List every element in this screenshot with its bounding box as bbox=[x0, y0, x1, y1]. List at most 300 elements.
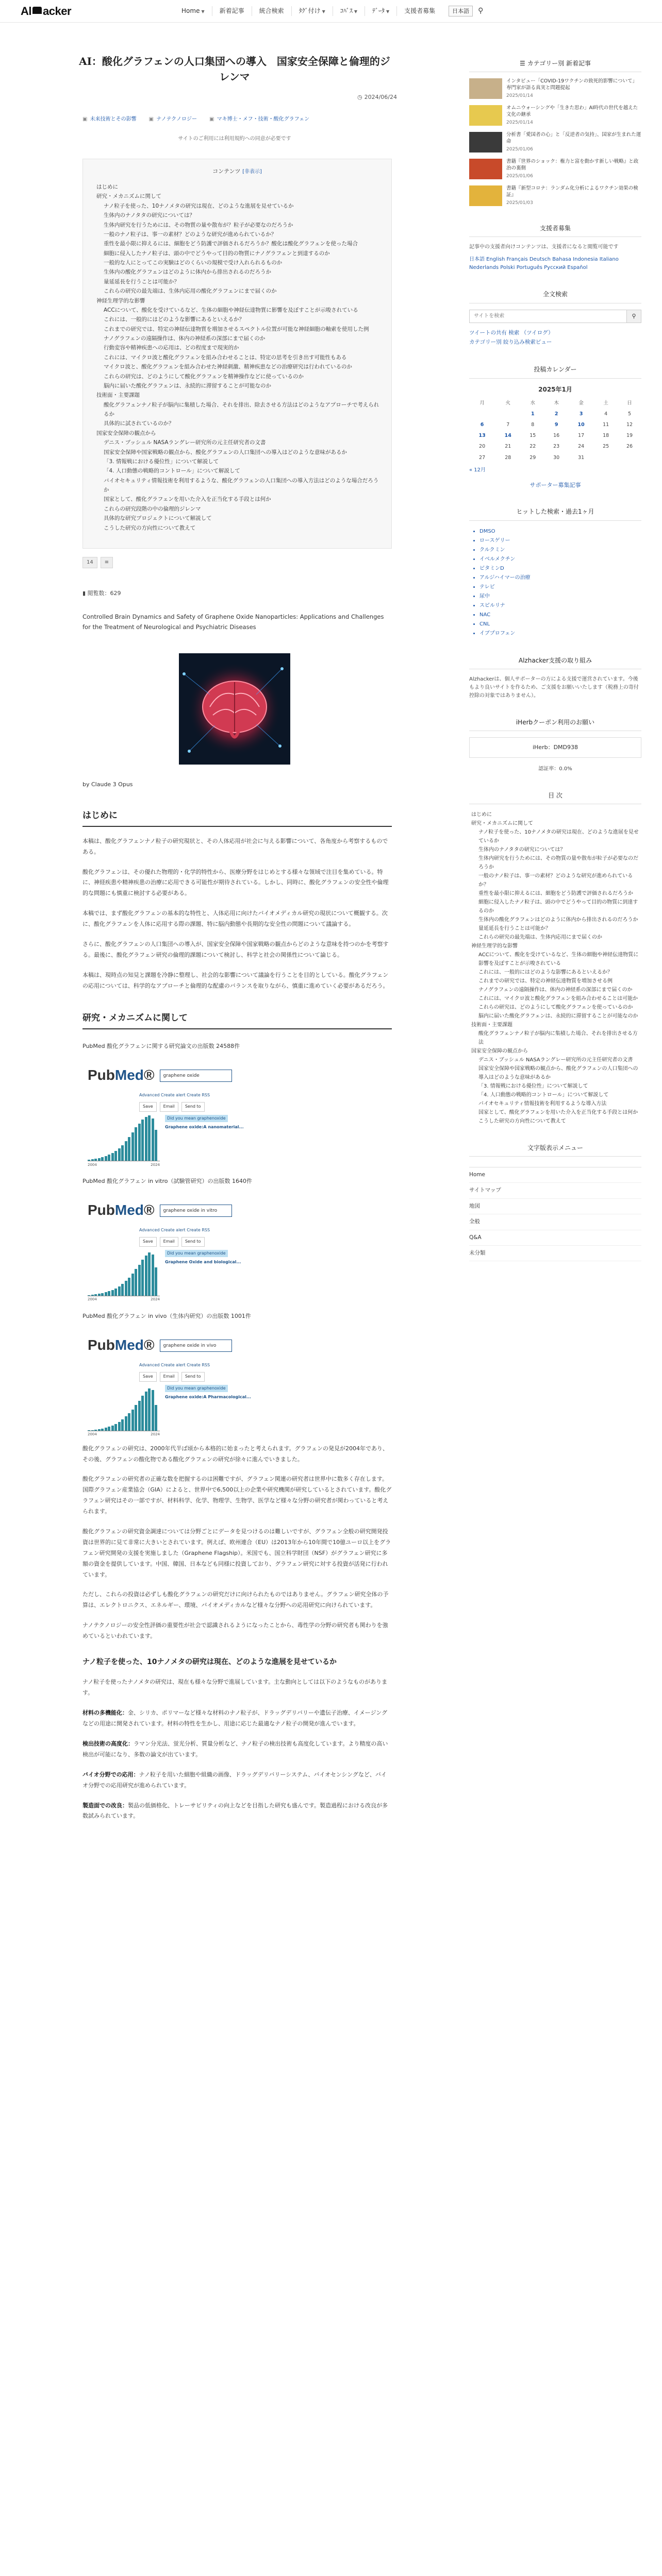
calendar-day[interactable]: 26 bbox=[626, 444, 633, 450]
timeline-year-end: 2024 bbox=[151, 1162, 160, 1167]
timeline-bar bbox=[105, 1156, 107, 1161]
post-date: 2025/01/06 bbox=[506, 146, 533, 152]
pubmed-links[interactable]: Advanced Create alert Create RSS bbox=[139, 1228, 210, 1233]
toc-item[interactable]: これらの研究の最先端は、生体内応用の酸化グラフェンにまで届くのか bbox=[104, 288, 277, 295]
sidebar-toc-item[interactable]: 生体内研究を行うためには、その物質の量や散布が粒子が必要なのだろうか bbox=[478, 855, 638, 870]
calendar-day[interactable]: 2 bbox=[554, 411, 558, 417]
pubmed-logo bbox=[88, 1199, 155, 1222]
timeline-bar bbox=[148, 1388, 151, 1431]
sidebar-toc-item[interactable]: はじめに bbox=[471, 811, 492, 818]
nav-item[interactable] bbox=[252, 6, 292, 16]
toc-item[interactable]: これには、一般的にはどのような影響にあるといえるか？ bbox=[104, 316, 244, 323]
calendar-weekday: 火 bbox=[505, 400, 511, 406]
article-tag-label: マキ博士・メフ・技術・酸化グラフェン bbox=[217, 116, 310, 122]
timeline-bar bbox=[141, 1120, 144, 1161]
folder-icon: ▣ bbox=[148, 116, 156, 122]
nav-item[interactable] bbox=[292, 6, 333, 16]
sidebar-toc bbox=[469, 810, 641, 1126]
pubmed-suggestion[interactable]: Did you mean graphenoxide bbox=[165, 1385, 228, 1393]
pubmed-logo bbox=[88, 1064, 155, 1087]
toc-item[interactable]: バイオセキュリティ情報技術を利用するような、酸化グラフェンの人口集団への導入方法はどのような場合だろうか bbox=[104, 477, 379, 494]
timeline-bar bbox=[91, 1430, 94, 1431]
post-title[interactable]: オムニウォーシングや「生きた思わ」AI時代の世代を越えた文化の継承 bbox=[506, 105, 638, 117]
category-search-link[interactable]: カテゴリー別 絞り込み検索ビュー bbox=[469, 339, 552, 346]
pubmed-header bbox=[82, 1194, 268, 1227]
support-link[interactable] bbox=[469, 481, 641, 490]
calendar-weekday: 水 bbox=[530, 400, 536, 406]
calendar-day[interactable]: 4 bbox=[604, 411, 608, 417]
calendar-day bbox=[469, 409, 495, 419]
footer-nav-link[interactable]: 全般 bbox=[469, 1214, 641, 1230]
sidebar-search-input[interactable] bbox=[470, 310, 626, 323]
new-post-item[interactable] bbox=[469, 159, 641, 179]
pubmed-suggestion[interactable]: Did you mean graphenoxide bbox=[165, 1250, 228, 1258]
toc-title-text: コンテンツ bbox=[212, 167, 241, 175]
search-tag-link[interactable]: • 尿中 bbox=[479, 592, 641, 601]
article-tags bbox=[82, 115, 449, 124]
toc-item[interactable]: 重性を最小限に抑えるには、細胞をどう防護で評価されるだろうか？酸化は酸化グラフェンを使った場合 bbox=[104, 241, 358, 247]
sidebar-toc-item[interactable]: 重性を最小限に抑えるには、細胞をどう防護で評価されるだろうか bbox=[478, 890, 633, 896]
calendar-day[interactable]: 14 bbox=[504, 433, 511, 439]
view-count bbox=[82, 589, 449, 598]
timeline-bar bbox=[105, 1428, 107, 1431]
calendar-day[interactable]: 11 bbox=[603, 422, 609, 428]
toc-toggle[interactable]: [非表示] bbox=[242, 168, 262, 175]
pubmed-timeline-chart bbox=[88, 1115, 160, 1167]
calendar-day[interactable]: 23 bbox=[553, 444, 560, 450]
toc-item[interactable]: デニス・ブッシュル NASAラングレー研究所の元主任研究者の文書 bbox=[104, 439, 266, 446]
pubmed-logo-med: Med bbox=[114, 1067, 144, 1083]
new-posts-heading-text: カテゴリー別 新着記事 bbox=[527, 60, 591, 67]
pubmed-button[interactable]: Email bbox=[160, 1237, 178, 1247]
timeline-bar bbox=[94, 1430, 97, 1431]
search-tag-link[interactable]: • クルクミン bbox=[479, 546, 641, 555]
pubmed-result-item[interactable]: Graphene Oxide and biological... bbox=[165, 1260, 241, 1265]
pubmed-timeline-chart bbox=[88, 1385, 160, 1437]
body-paragraph: ナノテクノロジーの安全性評価の重要性が社会で認識されるようになったことから、毒性学の分野の研究者も関わりを強めているといわれています。 bbox=[82, 1622, 388, 1640]
sidebar-toc-item[interactable]: これまでの研究では、特定の神経伝達物質を増加させる例 bbox=[478, 978, 613, 984]
nav-item[interactable] bbox=[174, 6, 212, 16]
sidebar-toc-item[interactable]: これらの研究は、どのようにして酸化グラフェンを使っているのか bbox=[478, 1004, 633, 1010]
share-row bbox=[82, 557, 449, 568]
timeline-bar bbox=[138, 1401, 141, 1431]
nav-item-label: 統合検索 bbox=[259, 7, 284, 14]
calendar-day bbox=[618, 452, 641, 463]
timeline-bar bbox=[121, 1284, 124, 1296]
calendar-day[interactable]: 24 bbox=[578, 444, 585, 450]
pubmed-search-input[interactable]: graphene oxide in vivo bbox=[160, 1340, 232, 1352]
pubmed-results bbox=[82, 1247, 268, 1302]
toc-item[interactable]: 具体的な研究プロジェクトについて解説して bbox=[104, 515, 212, 522]
translate-languages[interactable]: 日本語 English Français Deutsch Bahasa Indonesia Italiano Nederlands Polski Português Русский Español bbox=[469, 257, 619, 271]
calendar-day[interactable]: 9 bbox=[554, 422, 558, 428]
about-heading: Alzhacker支援の取り組み bbox=[469, 656, 641, 669]
body-paragraph: 酸化グラフェンの研究資金調達については分野ごとにデータを見つけるのは難しいですが、グラフェン全般の研究開発投資は世界的に見て非常に大きいとされています。例えば、欧州連合（EU）は2013年から10年間で10億ユーロ以上をグラフェン研究開発の支援を実施しました（Graphene Flagship）。米国でも、国立科学財団（NSF）がグラフェン研究に多額の資金を提供しています。中国、韓国、日本なども同様に投資しており、グラフェン研究に対する投資が活発に行われています。 bbox=[82, 1528, 391, 1578]
toc-item[interactable]: 生体内研究を行うためには、その物質の量や散布が？粒子が必要なのだろうか bbox=[104, 222, 293, 228]
sidebar-toc-item[interactable]: 神経生理学的な影響 bbox=[471, 943, 518, 949]
timeline-bar bbox=[108, 1155, 110, 1161]
calendar-day[interactable]: 19 bbox=[626, 433, 633, 439]
pubmed-search-input[interactable]: graphene oxide in vitro bbox=[160, 1205, 232, 1217]
toc-item[interactable]: ナノ粒子を使った、10ナノメタの研究は現在、どのような進展を見せているか bbox=[104, 202, 294, 209]
calendar-day[interactable]: 10 bbox=[577, 422, 585, 428]
toc-item[interactable]: 一般のナノ粒子は、事一の素材？どのような研究が進められているか？ bbox=[104, 231, 277, 238]
pubmed-button[interactable]: Send to bbox=[181, 1237, 205, 1247]
pubmed-result-item[interactable]: Graphene oxide:A Pharmacological... bbox=[165, 1395, 251, 1400]
timeline-bar bbox=[155, 1267, 157, 1296]
timeline-bar bbox=[131, 1274, 134, 1296]
sidebar-toc-item[interactable]: 研究・メカニズムに関して bbox=[471, 820, 533, 826]
post-thumbnail[interactable] bbox=[469, 185, 502, 206]
toc-item[interactable]: ACCについて、酸化を受けているなど、生体の細胞や神経伝達物質に影響を及ぼすことが示唆されている bbox=[104, 307, 358, 313]
calendar-weekday: 日 bbox=[627, 400, 632, 406]
tags-section bbox=[469, 507, 641, 638]
like-button[interactable]: 14 bbox=[82, 557, 97, 568]
toc-item[interactable]: 酸化グラフェンナノ粒子が脳内に集積した場合、それを排出、除去させる方法はどのようなアプローチで考えられるか bbox=[104, 401, 379, 418]
calendar-day[interactable]: 5 bbox=[628, 411, 632, 417]
pubmed-button[interactable]: Send to bbox=[181, 1102, 205, 1112]
toc-item[interactable]: はじめに bbox=[96, 184, 118, 191]
sidebar-toc-item[interactable]: バイオセキュリティ情報技術を利用するような導入方法 bbox=[478, 1100, 607, 1107]
timeline-bar bbox=[152, 1390, 154, 1431]
pubmed-button[interactable]: Send to bbox=[181, 1372, 205, 1382]
nav-item-label: ｺﾊﾞｽ bbox=[340, 7, 353, 14]
timeline-bar bbox=[88, 1295, 90, 1296]
toc-item[interactable]: 「4. 人口動態の戦略的コントロール」について解説して bbox=[104, 468, 240, 474]
sub-notice[interactable]: サイトのご利用には利用規約への同意が必要です bbox=[178, 135, 291, 142]
language-select[interactable]: 日本語 bbox=[449, 6, 473, 17]
promo-section bbox=[469, 224, 641, 272]
sidebar-toc-item[interactable]: これには、マイクロ波と酸化グラフェンを組み合わせることは可能か bbox=[478, 995, 638, 1002]
calendar-day[interactable]: 1 bbox=[531, 411, 535, 417]
post-text bbox=[506, 132, 641, 152]
tweet-search-link[interactable]: ツイートの共有 検索 （ツイログ） bbox=[469, 329, 554, 336]
brain-illustration bbox=[179, 653, 290, 765]
toc-item[interactable]: マイクロ波と、酸化グラフェンを組み合わせた神経刺激、精神疾患などの治療研究は行われているのか bbox=[104, 364, 353, 370]
toc-item[interactable]: 「3. 情報戦における優位性」について解説して bbox=[104, 458, 219, 465]
pubmed-search-input[interactable]: graphene oxide bbox=[160, 1070, 232, 1082]
calendar-day[interactable]: 30 bbox=[553, 454, 560, 461]
view-count-text: 閲覧数：629 bbox=[87, 589, 121, 597]
new-post-item[interactable] bbox=[469, 105, 641, 126]
timeline-bar bbox=[114, 1289, 117, 1296]
post-text bbox=[506, 105, 641, 126]
pubmed-button[interactable]: Save bbox=[139, 1237, 157, 1247]
chevron-down-icon: ▼ bbox=[354, 9, 357, 14]
post-title[interactable]: 書籍『世界のショック：権力と富を動かす新しい戦略』と政治の裏側 bbox=[506, 159, 639, 171]
calendar-week bbox=[469, 419, 641, 430]
calendar-week bbox=[469, 452, 641, 463]
post-date-text: 2024/06/24 bbox=[364, 94, 397, 100]
calendar bbox=[469, 385, 641, 463]
article-tag[interactable] bbox=[209, 115, 309, 124]
toc-item[interactable]: これらの研究段階の中の倫理的ジレンマ bbox=[104, 505, 201, 512]
calendar-weekday: 土 bbox=[603, 400, 608, 406]
toc-item[interactable]: 国家安全保障や国家戦略の観点から、酸化グラフェンの人口集団への導入はどのような意味があるか bbox=[104, 449, 347, 455]
toc-item[interactable]: これらの研究は、どのようにして酸化グラフェンを精神操作などに使っているのか bbox=[104, 373, 304, 380]
pubmed-logo-reg: ® bbox=[143, 1202, 155, 1218]
toc-item[interactable]: 国家として、酸化グラフェンを用いた介入を正当化する手段とは何か bbox=[104, 496, 271, 503]
calendar-day[interactable]: 13 bbox=[478, 433, 486, 439]
toc-item[interactable]: 生体内のナノタタの研究については？ bbox=[104, 212, 195, 219]
footer-nav-link[interactable]: Home bbox=[469, 1167, 641, 1183]
timeline-bar bbox=[118, 1148, 121, 1161]
sidebar-toc-item[interactable]: これらの研究の最先端は、生体内応用にまで届くのか bbox=[478, 934, 602, 940]
sidebar-toc-heading: 目 次 bbox=[469, 791, 641, 804]
toc-item[interactable]: 行動変容や精神疾患への応用は、どの程度まで現実的か bbox=[104, 345, 239, 351]
tag-list bbox=[469, 527, 641, 638]
timeline-bar bbox=[125, 1416, 127, 1431]
pubmed-logo-pub: Pub bbox=[88, 1202, 115, 1218]
article-tag[interactable] bbox=[82, 115, 137, 124]
new-posts-list bbox=[469, 78, 641, 206]
post-thumbnail[interactable] bbox=[469, 78, 502, 99]
timeline-bar bbox=[108, 1427, 110, 1431]
timeline-bar bbox=[111, 1290, 114, 1296]
calendar-day[interactable]: 20 bbox=[479, 444, 486, 450]
body-paragraph: 酸化グラフェンの研究は、2000年代半ば頃から本格的に始まったと考えられます。グラフェンの発見が2004年であり、その後、グラフェンの酸化物である酸化グラフェンの研究が徐々に進んでいきました。 bbox=[82, 1445, 389, 1463]
about-text: Alzhackerは、個人サポーターの方による支援で運営されています。今後もより良いサイトを作るため、ご支援をお願いいたします（税務上の寄付控除の対象ではありません）。 bbox=[469, 676, 639, 699]
pubmed-links[interactable]: Advanced Create alert Create RSS bbox=[139, 1093, 210, 1098]
footer-nav-link[interactable]: 地図 bbox=[469, 1199, 641, 1214]
stock-label: 認証率：0.0% bbox=[538, 766, 572, 772]
pubmed-suggestion[interactable]: Did you mean graphenoxide bbox=[165, 1115, 228, 1123]
toc-item[interactable]: 研究・メカニズムに関して bbox=[96, 193, 161, 200]
search-tag-link[interactable]: • DMSO bbox=[479, 527, 641, 536]
calendar-weekday: 金 bbox=[578, 400, 584, 406]
toc-item[interactable]: こうした研究の方向性について教えて bbox=[104, 524, 196, 531]
sidebar-toc-item[interactable]: 生体内のナノタタの研究については？ bbox=[478, 846, 566, 853]
post-text bbox=[506, 159, 641, 179]
timeline-bar bbox=[111, 1426, 114, 1431]
footer-nav bbox=[469, 1167, 641, 1261]
post-thumbnail[interactable] bbox=[469, 159, 502, 179]
search-tag-link[interactable]: • イブプロフェン bbox=[479, 629, 641, 638]
sidebar-toc-item[interactable]: 酸化グラフェンナノ粒子が脳内に集積した場合、それを排出させる方法 bbox=[478, 1030, 638, 1045]
calendar-week bbox=[469, 441, 641, 452]
toc-item[interactable]: 具体的に試されているのか？ bbox=[104, 420, 174, 427]
toc-item[interactable]: 生体内の酸化グラフェンはどのように体内から排出されるのだろうか bbox=[104, 269, 271, 276]
calendar-day[interactable]: 17 bbox=[578, 433, 585, 439]
sidebar-toc-item[interactable]: これには、一般的にはどのような影響にあるといえるか？ bbox=[478, 969, 613, 975]
sidebar-toc-item[interactable]: デニス・ブッシュル NASAラングレー研究所の元主任研究者の文書 bbox=[478, 1057, 633, 1063]
search-tag-link[interactable]: • ビタミンD bbox=[479, 564, 641, 573]
timeline-bar bbox=[125, 1141, 127, 1161]
sidebar-toc-item[interactable]: 量延延長を行うことは可能か？ bbox=[478, 925, 551, 931]
search-tag-link[interactable]: • テレビ bbox=[479, 583, 641, 592]
pubmed-buttons bbox=[82, 1369, 268, 1382]
toc-item[interactable]: これまでの研究では、特定の神経伝達物質を増加させるスペクトル位置が可能な神経細胞の軸索を使用した例 bbox=[104, 326, 369, 332]
footer-nav-link[interactable]: 未分類 bbox=[469, 1246, 641, 1261]
clock-icon: ◷ bbox=[357, 94, 362, 100]
sidebar-toc-item[interactable]: 一般のナノ粒子は、事一の素材？どのような研究が進められているか？ bbox=[478, 873, 633, 888]
nano-items bbox=[21, 1708, 449, 1822]
post-thumbnail[interactable] bbox=[469, 132, 502, 152]
timeline-bar bbox=[105, 1292, 107, 1296]
post-date bbox=[21, 93, 397, 102]
nano-item-text: 金、シリカ、ポリマーなど様々な材料のナノ粒子が、ドラッグデリバリーや遺伝子治療、イメージングなどの用途に開発されています。材料の特性を生かし、用途に応じた最適なナノ粒子の開発が進んでいます。 bbox=[82, 1709, 388, 1727]
calendar-day[interactable]: 16 bbox=[553, 433, 560, 439]
pubmed-logo-reg: ® bbox=[143, 1067, 155, 1083]
post-thumbnail[interactable] bbox=[469, 105, 502, 126]
toc-item[interactable]: 脳内に届いた酸化グラフェンは、永続的に滞留することが可能なのか bbox=[104, 382, 271, 389]
calendar-day[interactable]: 28 bbox=[505, 454, 511, 461]
search-heading: 全文検索 bbox=[469, 290, 641, 303]
nano-item-label: 検出技術の高度化： bbox=[82, 1740, 134, 1747]
pubmed-buttons bbox=[82, 1099, 268, 1112]
timeline-bar bbox=[88, 1430, 90, 1431]
calendar-day bbox=[594, 452, 618, 463]
intro-paragraph: 本稿は、現時点の知見と課題を冷静に整理し、社会的な影響について議論を行うことを目的としている。酸化グラフェンの応用については、科学的なアプローチと倫理的な配慮のバランスを取りながら、慎重に進めていく必要があるだろう。 bbox=[82, 971, 389, 989]
calendar-day[interactable]: 27 bbox=[479, 454, 486, 461]
search-tag-link[interactable]: • CNL bbox=[479, 620, 641, 629]
sidebar-toc-item[interactable]: 国家安全保障の観点から bbox=[471, 1048, 528, 1054]
toc-item[interactable]: 一般的な人にとってこの実験はどのくらいの規模で受け入れられるものか bbox=[104, 260, 283, 266]
timeline-bar bbox=[141, 1396, 144, 1431]
timeline-bar bbox=[125, 1281, 127, 1296]
search-tag-link[interactable]: • ロースゲリー bbox=[479, 536, 641, 546]
article-tag[interactable] bbox=[149, 115, 197, 124]
pubmed-button[interactable]: Save bbox=[139, 1102, 157, 1112]
post-title[interactable]: 分析書「愛国者の心」と「反逆者の気持」、国家が生まれた運命 bbox=[506, 132, 641, 144]
toc-item[interactable]: 国家安全保障の観点から bbox=[96, 430, 156, 436]
pubmed-buttons bbox=[82, 1234, 268, 1247]
about-section bbox=[469, 656, 641, 700]
toc-item[interactable]: 神経生理学的な影響 bbox=[96, 297, 145, 304]
iherb-code[interactable]: iHerb：DMD938 bbox=[469, 737, 641, 758]
article bbox=[21, 23, 449, 1822]
sidebar-toc-item[interactable]: 「4. 人口動態の戦略的コントロール」について解説して bbox=[478, 1092, 609, 1098]
timeline-bar bbox=[111, 1153, 114, 1161]
intro-paragraph: 本稿では、まず酸化グラフェンの基本的な特性と、人体応用に向けたバイオメディカル研究の現状について概観する。次に、酸化グラフェンを人体に応用する際の課題、特に脳内動態や長期的な安全性の問題について議論する。 bbox=[82, 910, 388, 928]
post-title[interactable]: 書籍『新型コロナ：ランダム化分析によるワクチン効果の検証』 bbox=[506, 185, 638, 198]
search-icon[interactable]: ⚲ bbox=[626, 310, 641, 323]
calendar-day[interactable]: 21 bbox=[505, 444, 511, 450]
timeline-bar bbox=[91, 1159, 94, 1161]
post-text bbox=[506, 185, 641, 206]
pubmed-result-item[interactable]: Graphene oxide:A nanomaterial... bbox=[165, 1125, 244, 1130]
toc-item[interactable]: これには、マイクロ波と酸化グラフェンを組み合わせることは、特定の思考を引き出す可能性もある bbox=[104, 354, 347, 361]
sidebar-toc-item[interactable]: こうした研究の方向性について教えて bbox=[478, 1118, 566, 1124]
nav-item-label: 新着記事 bbox=[219, 7, 244, 14]
timeline-bar bbox=[135, 1127, 137, 1161]
toc-title bbox=[93, 166, 381, 177]
sidebar-toc-item[interactable]: 国家として、酸化グラフェンを用いた介入を正当化する手段とは何か bbox=[478, 1109, 638, 1115]
intro-heading: はじめに bbox=[82, 809, 392, 827]
timeline-bar bbox=[114, 1424, 117, 1431]
top-bar bbox=[0, 0, 662, 23]
search-icon[interactable]: ⚲ bbox=[478, 7, 484, 15]
chevron-down-icon: ▼ bbox=[386, 9, 390, 14]
calendar-day[interactable]: 29 bbox=[529, 454, 536, 461]
calendar-day[interactable]: 25 bbox=[603, 444, 609, 450]
calendar-day[interactable]: 3 bbox=[579, 411, 583, 417]
search-tag-link[interactable]: • アルジハイマーの治療 bbox=[479, 573, 641, 583]
search-section bbox=[469, 290, 641, 347]
sidebar-toc-item[interactable]: 細胞に侵入したナノ粒子は、頭の中でどうやって目的の物質に到達するのか bbox=[478, 899, 638, 914]
sidebar-toc-item[interactable]: 脳内に届いた酸化グラフェンは、永続的に滞留することが可能なのか bbox=[478, 1013, 638, 1019]
calendar-day[interactable]: 12 bbox=[626, 422, 633, 428]
new-post-item[interactable] bbox=[469, 78, 641, 99]
logo-text-left: Al bbox=[21, 4, 31, 18]
intro-paragraph: さらに、酸化グラフェンの人口集団への導入が、国家安全保障や国家戦略の観点からどのような意味を持つのかを考察する。最後に、酸化グラフェン研究の倫理的課題について検討し、科学と社会の関係性について論じる。 bbox=[82, 940, 389, 958]
pubmed-button[interactable]: Save bbox=[139, 1372, 157, 1382]
sidebar-toc-item[interactable]: 技術面・主要課題 bbox=[471, 1022, 512, 1028]
nav-item[interactable] bbox=[212, 6, 252, 16]
footer-nav-section bbox=[469, 1143, 641, 1262]
pubmed-button[interactable]: Email bbox=[160, 1102, 178, 1112]
calendar-day[interactable]: 22 bbox=[529, 444, 536, 450]
footer-nav-heading: 文字版表示メニュー bbox=[469, 1143, 641, 1157]
promo-text: 記事中の支援者向けコンテンツは、支援者になると閲覧可能です bbox=[469, 244, 619, 250]
sidebar-toc-item[interactable]: ナノグラフェンの遠隔操作は、体内の神経系の深部にまで届くのか bbox=[478, 987, 633, 993]
timeline-bar bbox=[131, 1410, 134, 1431]
timeline-bar bbox=[141, 1260, 144, 1296]
calendar-day[interactable]: 31 bbox=[578, 454, 585, 461]
footer-nav-link[interactable]: Q&A bbox=[469, 1230, 641, 1246]
toc-item[interactable]: 細胞に侵入したナノ粒子は、頭の中でどうやって目的の物質にナノグラフェンと到達するのか bbox=[104, 250, 330, 257]
calendar-day bbox=[495, 409, 521, 419]
nav-item-label: ﾃﾞｰﾀ bbox=[372, 7, 385, 14]
timeline-bar bbox=[94, 1294, 97, 1296]
toc-item[interactable]: 量延延長を行うことは可能か？ bbox=[104, 278, 179, 285]
pubmed-button[interactable]: Email bbox=[160, 1372, 178, 1382]
sidebar-toc-item[interactable]: ACCについて、酸化を受けているなど、生体の細胞や神経伝達物質に影響を及ぼすことが示唆されている bbox=[478, 952, 639, 967]
nav-item[interactable] bbox=[397, 6, 442, 16]
sidebar-toc-item[interactable]: 生体内の酸化グラフェンはどのように体内から排出されるのだろうか bbox=[478, 917, 638, 923]
calendar-day[interactable]: 7 bbox=[506, 422, 510, 428]
search-tag-link[interactable]: • NAC bbox=[479, 611, 641, 620]
pubmed-links[interactable]: Advanced Create alert Create RSS bbox=[139, 1363, 210, 1368]
footer-nav-link[interactable]: サイトマップ bbox=[469, 1183, 641, 1198]
toc-item[interactable]: ナノグラフェンの遠隔操作は、体内の神経系の深部にまで届くのか bbox=[104, 335, 266, 342]
search-tag-link[interactable]: • スピルリナ bbox=[479, 601, 641, 611]
calendar-day[interactable]: 8 bbox=[531, 422, 535, 428]
nav-item[interactable] bbox=[365, 6, 397, 16]
calendar-day[interactable]: 18 bbox=[603, 433, 609, 439]
timeline-bar bbox=[98, 1429, 101, 1431]
timeline-bar bbox=[98, 1294, 101, 1296]
timeline-bar bbox=[101, 1157, 104, 1161]
calendar-day[interactable]: 15 bbox=[529, 433, 536, 439]
calendar-weekday: 月 bbox=[479, 400, 485, 406]
tags-heading: ヒットした検索・過去1ヶ月 bbox=[469, 507, 641, 520]
support-link-text[interactable]: サポーター募集記事 bbox=[529, 481, 581, 488]
nav-item[interactable] bbox=[333, 6, 365, 16]
search-tag-link[interactable]: • イベルメクチン bbox=[479, 555, 641, 564]
new-post-item[interactable] bbox=[469, 185, 641, 206]
sidebar-toc-item[interactable]: 国家安全保障や国家戦略の観点から、酸化グラフェンの人口集団への導入はどのような意味があるか bbox=[478, 1065, 638, 1080]
timeline-bar bbox=[145, 1256, 147, 1296]
sidebar-toc-item[interactable]: ナノ粒子を使った、10ナノメタの研究は現在、どのような進展を見せているか bbox=[478, 829, 639, 844]
timeline-year-end: 2024 bbox=[151, 1432, 160, 1437]
calendar-day[interactable]: 6 bbox=[480, 422, 484, 428]
hero-image bbox=[21, 653, 449, 765]
new-post-item[interactable] bbox=[469, 132, 641, 152]
timeline-bar bbox=[128, 1413, 130, 1431]
timeline-bar bbox=[118, 1422, 121, 1431]
toc-item[interactable]: 技術面・主要課題 bbox=[96, 392, 140, 399]
site-logo[interactable] bbox=[21, 2, 71, 20]
calendar-prev-link[interactable]: « 12月 bbox=[469, 467, 486, 473]
promo-heading: 支援者募集 bbox=[469, 224, 641, 237]
timeline-bar bbox=[121, 1419, 124, 1431]
research-heading: 研究・メカニズムに関して bbox=[82, 1011, 392, 1029]
post-title[interactable]: インタビュー「COVID-19ワクチンの致死的影響について」専門家が語る真実と問題提起 bbox=[506, 78, 638, 91]
sidebar-toc-item[interactable]: 「3. 情報戦における優位性」について解説して bbox=[478, 1083, 588, 1089]
article-title: AI：酸化グラフェンの人口集団への導入 国家安全保障と倫理的ジレンマ bbox=[79, 55, 390, 83]
menu-button[interactable]: ≡ bbox=[101, 557, 113, 568]
